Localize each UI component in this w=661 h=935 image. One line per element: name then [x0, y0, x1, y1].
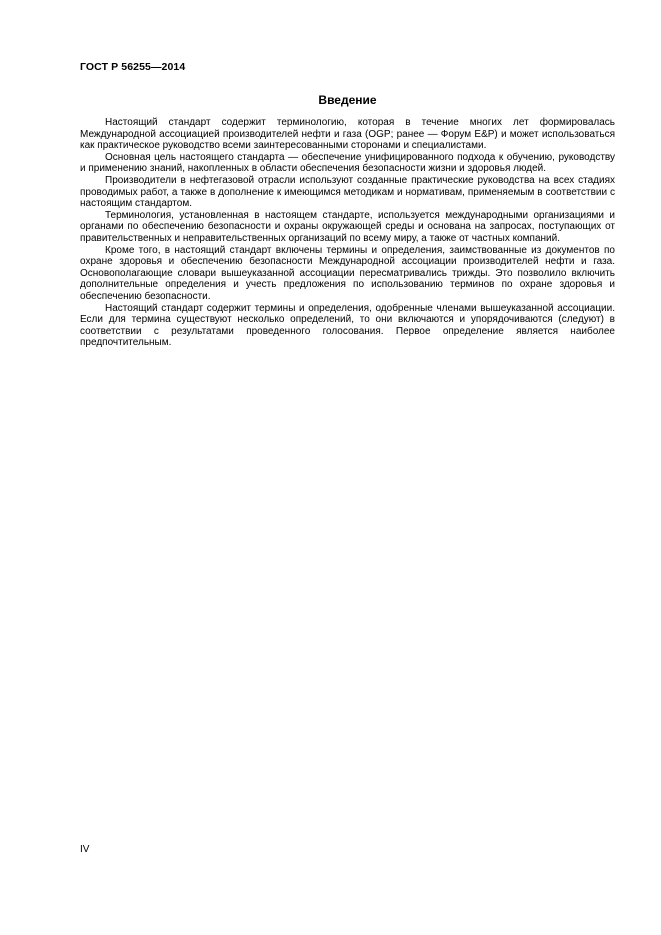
paragraph: Кроме того, в настоящий стандарт включены термины и определения, заимствованные из документов по охране здоровья и обеспечению безопасности Международной ассоциации производителей нефти и газа. Основополагающие словари вышеуказанной ассоциации пересматривались трижды. Это позволило включить дополнительные определения и учесть предложения по использованию терминов по охране здоровья и обеспечению безопасности.: [80, 244, 615, 302]
paragraph: Терминология, установленная в настоящем стандарте, используется международными организациями и органами по обеспечению безопасности и охраны окружающей среды и основана на запросах, поступающих от правительственных и неправительственных организаций по всему миру, а также от частных компаний.: [80, 209, 615, 244]
introduction-body: [80, 117, 615, 349]
document-header: ГОСТ Р 56255—2014: [80, 61, 186, 73]
page-number: IV: [80, 844, 90, 855]
paragraph: Настоящий стандарт содержит терминологию, которая в течение многих лет формировалась Международной ассоциацией производителей нефти и газа (OGP; ранее — Форум E&P) и может использоваться как практическое руководство всеми заинтересованными сторонами и специалистами.: [80, 117, 615, 152]
paragraph: Настоящий стандарт содержит термины и определения, одобренные членами вышеуказанной ассоциации. Если для термина существуют несколько определений, то они включаются и упорядочиваются (следуют) в соответствии с результатами проведенного голосования. Первое определение является наиболее предпочтительным.: [80, 302, 615, 349]
paragraph: Основная цель настоящего стандарта — обеспечение унифицированного подхода к обучению, руководству и применению знаний, накопленных в области обеспечения безопасности жизни и здоровья людей.: [80, 151, 615, 175]
paragraph: Производители в нефтегазовой отрасли используют созданные практические руководства на всех стадиях проводимых работ, а также в дополнение к имеющимся методикам и нормативам, применяемым в соответствии с настоящим стандартом.: [80, 174, 615, 210]
section-title: Введение: [318, 93, 377, 107]
